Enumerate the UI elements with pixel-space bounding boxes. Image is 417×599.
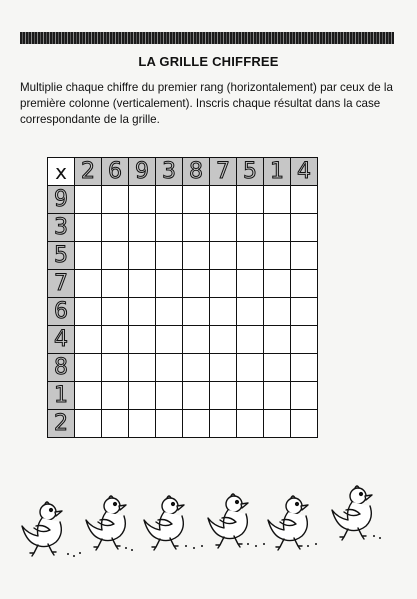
grid-answer-cell[interactable]	[156, 214, 183, 242]
decorative-top-bar	[20, 32, 394, 44]
grid-answer-cell[interactable]	[264, 270, 291, 298]
grid-answer-cell[interactable]	[102, 214, 129, 242]
grid-left-number-label: 8	[54, 354, 68, 380]
grid-left-number-label: 3	[54, 214, 68, 240]
grid-answer-cell[interactable]	[129, 298, 156, 326]
grid-answer-cell[interactable]	[264, 298, 291, 326]
grid-top-number	[210, 158, 237, 186]
grid-answer-cell[interactable]	[156, 382, 183, 410]
grid-answer-cell[interactable]	[210, 186, 237, 214]
grid-answer-cell[interactable]	[210, 242, 237, 270]
grid-answer-cell[interactable]	[210, 214, 237, 242]
grid-left-number-label: 5	[54, 242, 68, 268]
duck-icon	[86, 496, 126, 550]
grid-answer-cell[interactable]	[75, 298, 102, 326]
grid-answer-cell[interactable]	[156, 186, 183, 214]
grid-answer-cell[interactable]	[237, 242, 264, 270]
grid-left-number	[48, 186, 75, 214]
grid-answer-cell[interactable]	[183, 270, 210, 298]
grid-answer-cell[interactable]	[291, 382, 318, 410]
grid-answer-cell[interactable]	[129, 270, 156, 298]
grid-answer-cell[interactable]	[237, 410, 264, 438]
grid-answer-cell[interactable]	[264, 242, 291, 270]
grid-answer-cell[interactable]	[129, 382, 156, 410]
grid-answer-cell[interactable]	[210, 270, 237, 298]
grid-left-number-label: 4	[54, 326, 68, 352]
grid-answer-cell[interactable]	[291, 326, 318, 354]
grid-answer-cell[interactable]	[183, 298, 210, 326]
grid-answer-cell[interactable]	[183, 382, 210, 410]
grid-answer-cell[interactable]	[183, 410, 210, 438]
grid-answer-cell[interactable]	[102, 270, 129, 298]
grid-answer-cell[interactable]	[75, 354, 102, 382]
grid-answer-cell[interactable]	[264, 326, 291, 354]
duck-icon	[22, 502, 62, 556]
grid-answer-cell[interactable]	[129, 326, 156, 354]
grid-left-number	[48, 354, 75, 382]
multiplication-grid	[47, 157, 318, 438]
grid-answer-cell[interactable]	[210, 382, 237, 410]
grid-left-number	[48, 326, 75, 354]
grid-top-number	[291, 158, 318, 186]
grid-answer-cell[interactable]	[291, 270, 318, 298]
grid-answer-cell[interactable]	[75, 242, 102, 270]
grid-left-number	[48, 410, 75, 438]
grid-left-number	[48, 242, 75, 270]
grid-row	[48, 270, 318, 298]
grid-top-number-label: 1	[270, 158, 284, 184]
grid-answer-cell[interactable]	[291, 298, 318, 326]
grid-top-number	[237, 158, 264, 186]
grid-answer-cell[interactable]	[210, 410, 237, 438]
grid-top-number	[129, 158, 156, 186]
ducklings-illustration	[18, 478, 403, 563]
grid-left-number	[48, 214, 75, 242]
grid-answer-cell[interactable]	[183, 354, 210, 382]
grid-top-number-label: 9	[135, 158, 149, 184]
grid-answer-cell[interactable]	[156, 242, 183, 270]
grid-top-number-label: 4	[297, 158, 311, 184]
grid-answer-cell[interactable]	[237, 186, 264, 214]
grid-answer-cell[interactable]	[156, 354, 183, 382]
grid-answer-cell[interactable]	[102, 186, 129, 214]
grid-answer-cell[interactable]	[129, 242, 156, 270]
grid-answer-cell[interactable]	[291, 186, 318, 214]
instructions-text: Multiplie chaque chiffre du premier rang (horizontalement) par ceux de la première colonne (verticalement). Inscris chaque résultat dans la case correspondante de la grille.	[20, 81, 393, 126]
grid-answer-cell[interactable]	[75, 270, 102, 298]
grid-answer-cell[interactable]	[183, 186, 210, 214]
grid-top-number	[264, 158, 291, 186]
grid-answer-cell[interactable]	[75, 214, 102, 242]
grid-answer-cell[interactable]	[129, 354, 156, 382]
grid-answer-cell[interactable]	[264, 186, 291, 214]
grid-row	[48, 410, 318, 438]
grid-top-number-label: 3	[162, 158, 176, 184]
grid-answer-cell[interactable]	[183, 326, 210, 354]
grid-row	[48, 186, 318, 214]
grid-answer-cell[interactable]	[102, 326, 129, 354]
grid-answer-cell[interactable]	[156, 298, 183, 326]
page-title: LA GRILLE CHIFFREE	[138, 54, 279, 69]
grid-left-number-label: 9	[54, 186, 68, 212]
grid-answer-cell[interactable]	[75, 382, 102, 410]
grid-answer-cell[interactable]	[75, 326, 102, 354]
grid-left-number	[48, 382, 75, 410]
grid-answer-cell[interactable]	[102, 382, 129, 410]
grid-answer-cell[interactable]	[237, 354, 264, 382]
grid-row	[48, 214, 318, 242]
grid-row	[48, 354, 318, 382]
grid-top-number	[156, 158, 183, 186]
grid-answer-cell[interactable]	[129, 186, 156, 214]
grid-answer-cell[interactable]	[129, 410, 156, 438]
grid-left-number-label: 7	[54, 270, 68, 296]
grid-top-number	[102, 158, 129, 186]
grid-answer-cell[interactable]	[210, 298, 237, 326]
grid-answer-cell[interactable]	[210, 354, 237, 382]
grid-row	[48, 382, 318, 410]
grid-left-number	[48, 298, 75, 326]
duck-icon	[332, 486, 372, 540]
grid-row	[48, 298, 318, 326]
grid-answer-cell[interactable]	[291, 242, 318, 270]
grid-answer-cell[interactable]	[237, 326, 264, 354]
grid-answer-cell[interactable]	[75, 410, 102, 438]
grid-answer-cell[interactable]	[156, 410, 183, 438]
grid-top-number	[183, 158, 210, 186]
grid-left-number-label: 1	[54, 382, 68, 408]
grid-answer-cell[interactable]	[210, 326, 237, 354]
grid-answer-cell[interactable]	[102, 298, 129, 326]
grid-answer-cell[interactable]	[237, 382, 264, 410]
duck-border	[18, 478, 403, 563]
grid-answer-cell[interactable]	[102, 242, 129, 270]
grid-top-number-label: 8	[189, 158, 203, 184]
duck-icon	[268, 496, 308, 550]
grid-corner-multiply-sign: x	[48, 158, 75, 186]
grid-answer-cell[interactable]	[75, 186, 102, 214]
duck-icon	[144, 496, 184, 550]
grid-left-number-label: 6	[54, 298, 68, 324]
grid-answer-cell[interactable]	[237, 270, 264, 298]
grid-header-row	[48, 158, 318, 186]
grid-top-number-label: 2	[81, 158, 95, 184]
grid-answer-cell[interactable]	[156, 326, 183, 354]
grid-answer-cell[interactable]	[102, 354, 129, 382]
grid-answer-cell[interactable]	[264, 382, 291, 410]
grid-answer-cell[interactable]	[237, 214, 264, 242]
grid-answer-cell[interactable]	[183, 242, 210, 270]
duck-icon	[208, 494, 248, 548]
grid-answer-cell[interactable]	[291, 410, 318, 438]
grid-answer-cell[interactable]	[264, 354, 291, 382]
grid-answer-cell[interactable]	[102, 410, 129, 438]
grid-answer-cell[interactable]	[237, 298, 264, 326]
grid-answer-cell[interactable]	[183, 214, 210, 242]
grid-answer-cell[interactable]	[291, 354, 318, 382]
grid-answer-cell[interactable]	[129, 214, 156, 242]
grid-answer-cell[interactable]	[264, 410, 291, 438]
grid-answer-cell[interactable]	[156, 270, 183, 298]
grid-answer-cell[interactable]	[264, 214, 291, 242]
grid-top-number-label: 5	[243, 158, 257, 184]
grid-left-number	[48, 270, 75, 298]
grid-left-number-label: 2	[54, 410, 68, 436]
grid-top-number-label: 7	[216, 158, 230, 184]
grid-row	[48, 242, 318, 270]
grid-top-number	[75, 158, 102, 186]
grid-answer-cell[interactable]	[291, 214, 318, 242]
grid-top-number-label: 6	[108, 158, 122, 184]
grid-row	[48, 326, 318, 354]
